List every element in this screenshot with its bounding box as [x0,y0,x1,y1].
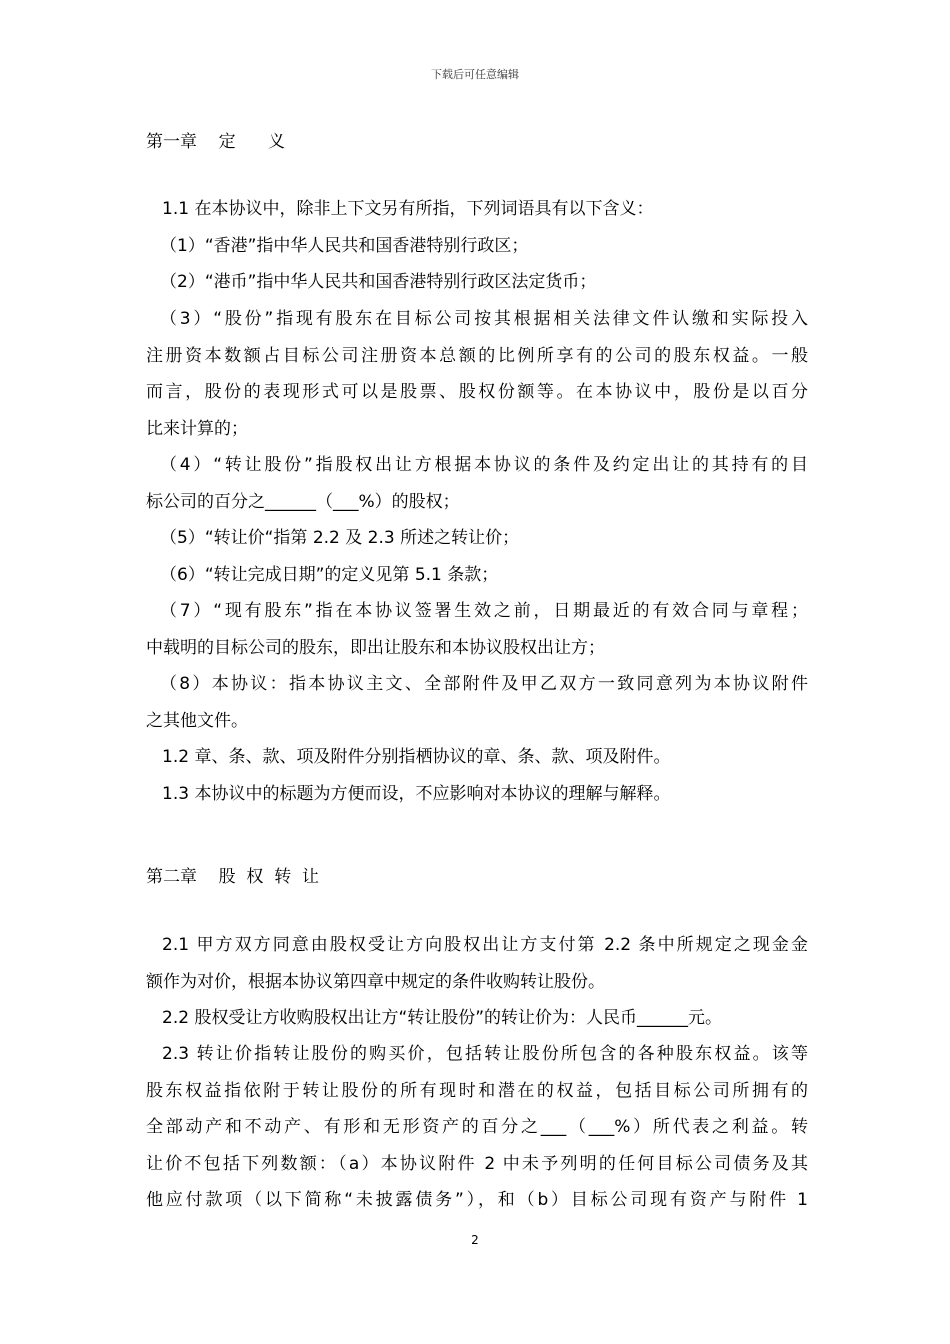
text-line: （3）“股份”指现有股东在目标公司按其根据相关法律文件认缴和实际投入 [160,309,808,329]
definition-2 [146,264,808,301]
paragraph-2-3 [146,1036,808,1219]
text-line: 之其他文件。 [146,710,248,731]
text-line: 2.2 股权受让方收购股权出让方“转让股份”的转让价为：人民币______元。 [162,1008,723,1028]
text-line: 比来计算的； [146,418,248,439]
page-number: 2 [471,1233,479,1247]
definition-1 [146,228,808,265]
text-line: （6）“转让完成日期”的定义见第 5.1 条款； [160,565,499,585]
text-line: 股东权益指依附于转让股份的所有现时和潜在的权益，包括目标公司所拥有的 [146,1080,808,1101]
text-line: 而言，股份的表现形式可以是股票、股权份额等。在本协议中，股份是以百分 [146,382,808,402]
paragraph-2-1 [146,927,808,1000]
text-line: 标公司的百分之______（___%）的股权； [146,491,460,512]
definition-4 [146,447,808,520]
chapter-1-title: 第一章 定 义 [146,132,286,152]
text-line: （1）“香港”指中华人民共和国香港特别行政区； [160,236,529,256]
text-line: 2.3 转让价指转让股份的购买价，包括转让股份所包含的各种股东权益。该等 [162,1044,808,1064]
definition-7 [146,593,808,666]
chapter-2-title: 第二章 股 权 转 让 [146,867,320,887]
paragraph-1-1 [146,191,808,228]
text-line: 注册资本数额占目标公司注册资本总额的比例所享有的公司的股东权益。一般 [146,345,808,366]
text-line: 1.2 章、条、款、项及附件分别指栖协议的章、条、款、项及附件。 [162,747,671,767]
text-line: 额作为对价，根据本协议第四章中规定的条件收购转让股份。 [146,971,605,992]
paragraph-1-3 [146,776,808,813]
text-line: 1.3 本协议中的标题为方便而设，不应影响对本协议的理解与解释。 [162,784,671,804]
definition-3 [146,301,808,447]
text-line: 他应付款项（以下简称“未披露债务”），和（b）目标公司现有资产与附件 1 [146,1190,808,1210]
definition-5 [146,520,808,557]
text-line: （7）“现有股东”指在本协议签署生效之前，日期最近的有效合同与章程； [160,601,808,621]
text-line: 2.1 甲方双方同意由股权受让方向股权出让方支付第 2.2 条中所规定之现金金 [162,935,808,955]
text-line: （4）“转让股份”指股权出让方根据本协议的条件及约定出让的其持有的目 [160,455,808,475]
text-line: （5）“转让价“指第 2.2 及 2.3 所述之转让价； [160,528,520,548]
text-line: 让价不包括下列数额：（a）本协议附件 2 中未予列明的任何目标公司债务及其 [146,1153,808,1174]
paragraph-1-2 [146,739,808,776]
text-line: 1.1 在本协议中，除非上下文另有所指，下列词语具有以下含义： [162,199,654,219]
definition-8 [146,666,808,739]
paragraph-2-2 [146,1000,808,1037]
page-header: 下载后可任意编辑 [431,68,519,81]
definition-6 [146,557,808,594]
text-line: （2）“港币”指中华人民共和国香港特别行政区法定货币； [160,272,597,292]
text-line: （8）本协议：指本协议主文、全部附件及甲乙双方一致同意列为本协议附件 [160,674,808,694]
text-line: 全部动产和不动产、有形和无形资产的百分之___（___%）所代表之利益。转 [146,1117,808,1137]
text-line: 中载明的目标公司的股东，即出让股东和本协议股权出让方； [146,637,605,658]
